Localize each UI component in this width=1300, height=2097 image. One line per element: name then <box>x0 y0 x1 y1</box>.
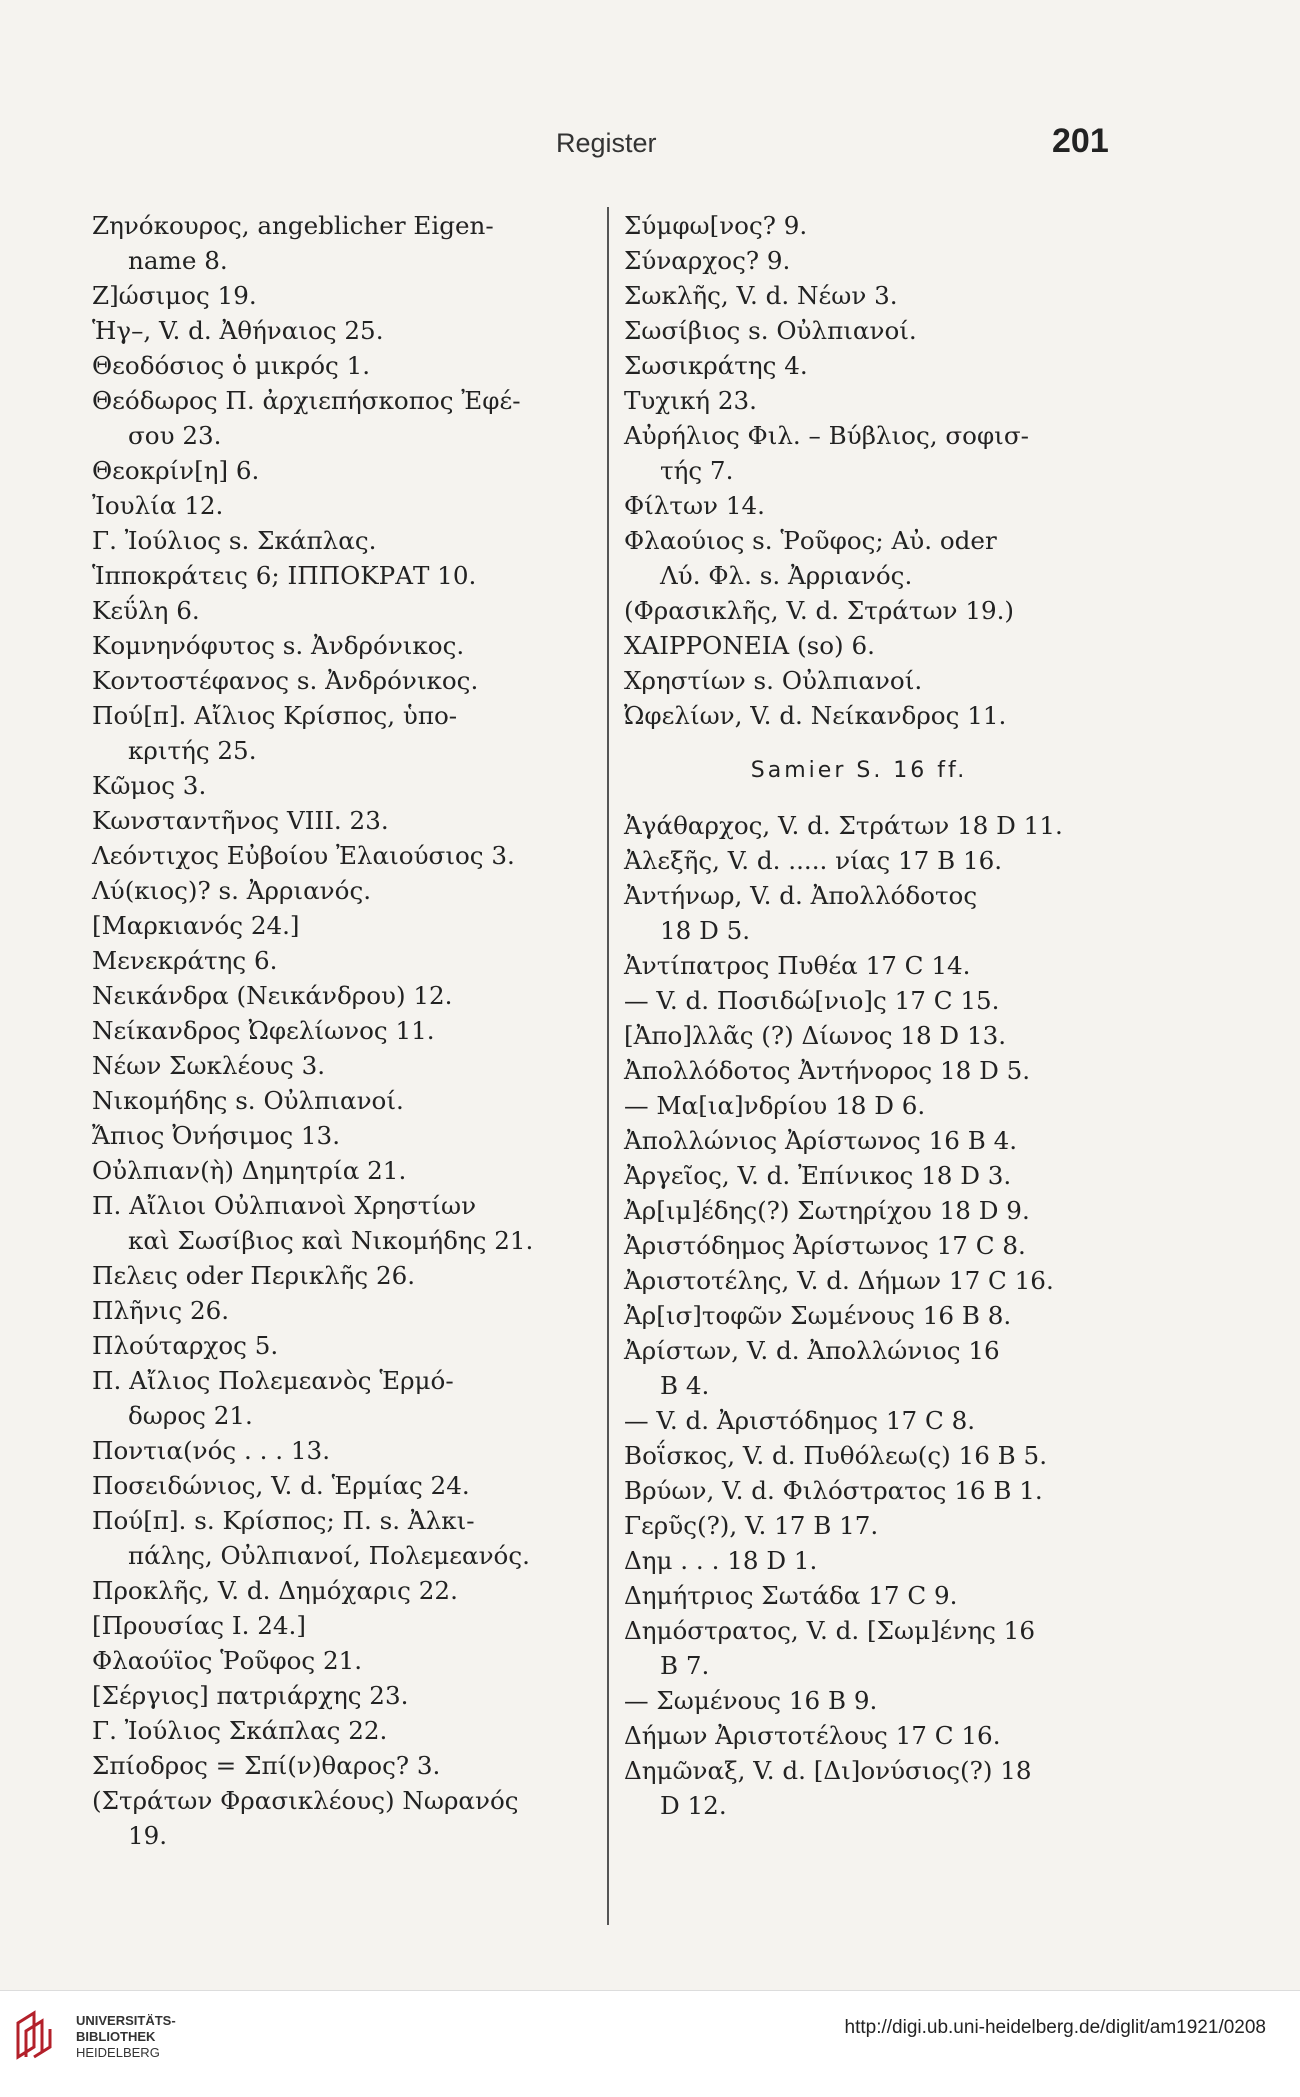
footer-bar <box>0 1990 1300 2097</box>
index-entry: Ἀριστοτέλης, V. d. Δήμων 17 C 16. <box>624 1266 1054 1295</box>
index-entry: Οὐλπιαν(ὴ) Δημητρία 21. <box>92 1156 407 1185</box>
index-entry: Πελεις oder Περικλῆς 26. <box>92 1261 416 1290</box>
index-entry: Σύμφω[νος? 9. <box>624 211 808 240</box>
index-entry: Πλῆνις 26. <box>92 1296 230 1325</box>
index-entry: Γ. Ἰούλιος s. Σκάπλας. <box>92 526 377 555</box>
index-entry: Κωνσταντῆνος VIII. 23. <box>92 806 389 835</box>
library-name <box>76 2013 176 2061</box>
index-entry: Πλούταρχος 5. <box>92 1331 279 1360</box>
index-entry: Ἀντήνωρ, V. d. Ἀπολλόδοτος <box>624 881 978 910</box>
index-entry: Λύ. Φλ. s. Ἀρριανός. <box>660 561 913 590</box>
index-entry: Δημόστρατος, V. d. [Σωμ]ένης 16 <box>624 1616 1035 1645</box>
index-entry: Ζ]ώσιμος 19. <box>92 281 257 310</box>
index-entry: πάλης, Οὐλπιανοί, Πολεμεανός. <box>128 1541 530 1570</box>
index-entry: [Σέργιος] πατριάρχης 23. <box>92 1681 409 1710</box>
index-entry: Λεόντιχος Εὐβοίου Ἐλαιούσιος 3. <box>92 841 515 870</box>
page-number: 201 <box>1052 122 1109 160</box>
index-entry: — Σωμένους 16 B 9. <box>624 1686 878 1715</box>
index-entry: Γερῦς(?), V. 17 B 17. <box>624 1511 879 1540</box>
index-entry: [Μαρκιανός 24.] <box>92 911 300 940</box>
index-entry: Ἀπολλώνιος Ἀρίστωνος 16 B 4. <box>624 1126 1018 1155</box>
index-entry: Νείκανδρος Ὠφελίωνος 11. <box>92 1016 435 1045</box>
index-entry: Θεόδωρος Π. ἀρχιεπήσκοπος Ἐφέ- <box>92 386 521 415</box>
index-entry: Ἱπποκράτεις 6; ΙΠΠΟΚΡΑΤ 10. <box>92 561 477 590</box>
index-entry: Ἀντίπατρος Πυθέα 17 C 14. <box>624 951 971 980</box>
index-entry: κριτής 25. <box>128 736 257 765</box>
library-name-line: HEIDELBERG <box>76 2045 160 2060</box>
index-entry: Σωκλῆς, V. d. Νέων 3. <box>624 281 898 310</box>
index-entry: Ἀπολλόδοτος Ἀντήνορος 18 D 5. <box>624 1056 1031 1085</box>
index-entry: Χρηστίων s. Οὐλπιανοί. <box>624 666 923 695</box>
index-entry: σου 23. <box>128 421 222 450</box>
index-entry: Ζηνόκουρος, angeblicher Eigen- <box>92 211 494 240</box>
index-entry: Κεΰλη 6. <box>92 596 200 625</box>
index-entry: Ἡγ–, V. d. Ἀθήναιος 25. <box>92 316 384 345</box>
index-entry: Πού[π]. s. Κρίσπος; Π. s. Ἀλκι- <box>92 1506 475 1535</box>
index-entry: Φίλτων 14. <box>624 491 765 520</box>
index-entry: Ἰουλία 12. <box>92 491 224 520</box>
index-entry: Τυχική 23. <box>624 386 757 415</box>
index-entry: Λύ(κιος)? s. Ἀρριανός. <box>92 876 372 905</box>
index-entry: Θεοκρίν[η] 6. <box>92 456 260 485</box>
index-entry: B 7. <box>660 1651 710 1680</box>
index-entry: B 4. <box>660 1371 710 1400</box>
index-entry: Ἀρ[ιμ]έδης(?) Σωτηρίχου 18 D 9. <box>624 1196 1030 1225</box>
index-entry: Ἀργεῖος, V. d. Ἐπίνικος 18 D 3. <box>624 1161 1012 1190</box>
index-entry: Κομνηνόφυτος s. Ἀνδρόνικος. <box>92 631 465 660</box>
running-header: Register <box>556 128 657 158</box>
index-entry: Αὐρήλιος Φιλ. – Βύβλιος, σοφισ- <box>624 421 1029 450</box>
index-entry: Κῶμος 3. <box>92 771 207 800</box>
index-entry: — Μα[ια]νδρίου 18 D 6. <box>624 1091 926 1120</box>
index-entry: (Φρασικλῆς, V. d. Στράτων 19.) <box>624 596 1015 625</box>
index-entry: Προκλῆς, V. d. Δημόχαρις 22. <box>92 1576 458 1605</box>
index-entry: Ὠφελίων, V. d. Νείκανδρος 11. <box>624 701 1007 730</box>
index-entry: Θεοδόσιος ὁ μικρός 1. <box>92 351 371 380</box>
column-divider <box>607 207 609 1925</box>
index-entry: Βοΐσκος, V. d. Πυθόλεω(ς) 16 B 5. <box>624 1441 1048 1470</box>
index-entry: D 12. <box>660 1791 727 1820</box>
index-entry: Δήμων Ἀριστοτέλους 17 C 16. <box>624 1721 1001 1750</box>
index-entry: Ἀρ[ισ]τοφῶν Σωμένους 16 B 8. <box>624 1301 1012 1330</box>
index-entry: Ποσειδώνιος, V. d. Ἑρμίας 24. <box>92 1471 470 1500</box>
index-entry: Φλαούϊος Ῥοῦφος 21. <box>92 1646 363 1675</box>
index-entry: Σπίοδρος = Σπί(ν)θαρος? 3. <box>92 1751 441 1780</box>
index-entry: [Προυσίας I. 24.] <box>92 1611 306 1640</box>
index-entry: Κοντοστέφανος s. Ἀνδρόνικος. <box>92 666 479 695</box>
index-entry: — V. d. Ποσιδώ[νιο]ς 17 C 15. <box>624 986 1000 1015</box>
index-entry: Ἀγάθαρχος, V. d. Στράτων 18 D 11. <box>624 811 1063 840</box>
source-url-link[interactable]: http://digi.ub.uni-heidelberg.de/diglit/am1921/0208 <box>844 2017 1266 2038</box>
section-heading: Samier S. 16 ff. <box>750 758 968 783</box>
index-entry: Δημήτριος Σωτάδα 17 C 9. <box>624 1581 958 1610</box>
index-entry: Π. Αἴλιοι Οὐλπιανοὶ Χρηστίων <box>92 1191 477 1220</box>
index-entry: Ἀρίστων, V. d. Ἀπολλώνιος 16 <box>624 1336 1000 1365</box>
index-entry: [Ἀπο]λλᾶς (?) Δίωνος 18 D 13. <box>624 1021 1007 1050</box>
index-entry: Μενεκράτης 6. <box>92 946 278 975</box>
index-entry: δωρος 21. <box>128 1401 253 1430</box>
index-entry: Φλαούιος s. Ῥοῦφος; Αὐ. oder <box>624 526 997 555</box>
index-entry: — V. d. Ἀριστόδημος 17 C 8. <box>624 1406 976 1435</box>
index-entry: τής 7. <box>660 456 734 485</box>
index-entry: Σύναρχος? 9. <box>624 246 791 275</box>
index-entry: Νικομήδης s. Οὐλπιανοί. <box>92 1086 404 1115</box>
left-column <box>92 208 592 1853</box>
index-entry: Δημ . . . 18 D 1. <box>624 1546 818 1575</box>
index-entry: Νέων Σωκλέους 3. <box>92 1051 326 1080</box>
index-entry: name 8. <box>128 246 228 275</box>
index-entry: Ποντια(νός . . . 13. <box>92 1436 331 1465</box>
index-entry: Σωσικράτης 4. <box>624 351 808 380</box>
index-entry: (Στράτων Φρασικλέους) Νωρανός <box>92 1786 519 1815</box>
index-entry: Ἀλεξῆς, V. d. ..... νίας 17 B 16. <box>624 846 1003 875</box>
right-column <box>624 208 1134 1823</box>
index-entry: Δημῶναξ, V. d. [Δι]ονύσιος(?) 18 <box>624 1756 1032 1785</box>
index-entry: Νεικάνδρα (Νεικάνδρου) 12. <box>92 981 453 1010</box>
index-entry: Πού[π]. Αἴλιος Κρίσπος, ὑπο- <box>92 701 458 730</box>
index-entry: Ἄπιος Ὀνήσιμος 13. <box>92 1121 341 1150</box>
index-entry: 18 D 5. <box>660 916 751 945</box>
index-entry: Βρύων, V. d. Φιλόστρατος 16 B 1. <box>624 1476 1043 1505</box>
index-entry: ΧΑΙΡΡΟΝΕΙΑ (so) 6. <box>624 631 875 660</box>
samier-entries <box>624 808 1134 1823</box>
library-name-line: BIBLIOTHEK <box>76 2029 156 2044</box>
library-logo-icon[interactable] <box>14 2009 56 2061</box>
index-entry: Ἀριστόδημος Ἀρίστωνος 17 C 8. <box>624 1231 1026 1260</box>
right-column-entries <box>624 208 1134 733</box>
index-entry: 19. <box>128 1821 168 1850</box>
library-name-line: UNIVERSITÄTS- <box>76 2013 176 2028</box>
index-entry: Γ. Ἰούλιος Σκάπλας 22. <box>92 1716 388 1745</box>
index-entry: Π. Αἴλιος Πολεμεανὸς Ἑρμό- <box>92 1366 454 1395</box>
index-entry: καὶ Σωσίβιος καὶ Νικομήδης 21. <box>128 1226 534 1255</box>
index-entry: Σωσίβιος s. Οὐλπιανοί. <box>624 316 917 345</box>
